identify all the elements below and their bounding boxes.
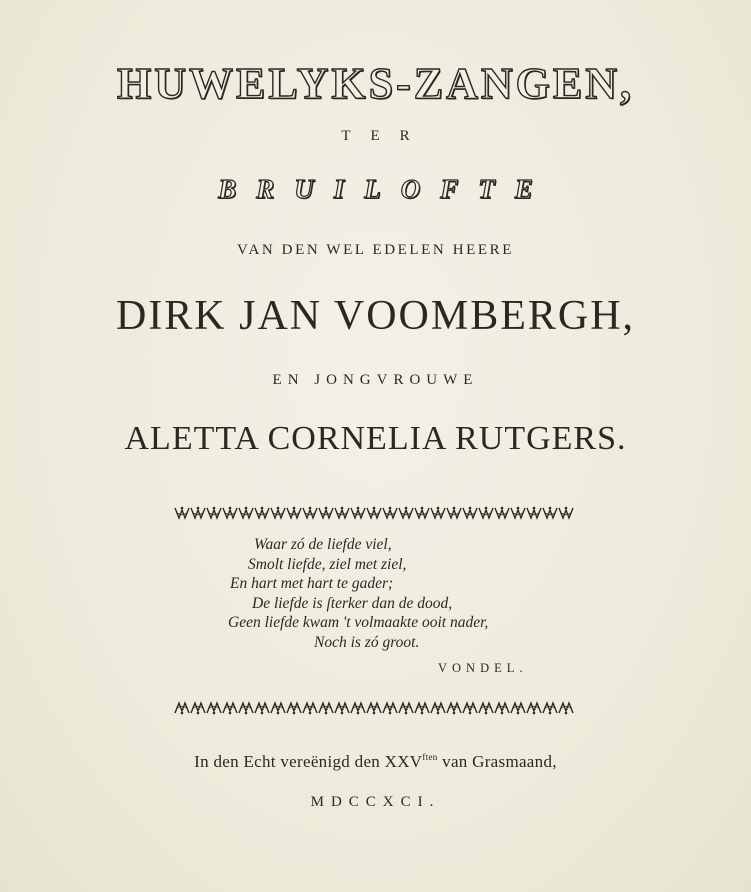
conjunction-line: EN JONGVROUWE [272,372,479,388]
ter-line: TER [341,128,430,144]
poem-author: VONDEL. [438,661,528,675]
poem [220,535,560,653]
wedding-date-superscript: ften [422,752,438,762]
ornament-rule-top [174,505,574,521]
bruiloft-line: BRUILOFTE [218,174,553,204]
poem-line: En hart met hart te gader; [230,575,394,593]
groom-name: DIRK JAN VOOMBERGH, [115,293,636,339]
publication-year: MDCCXCI. [310,794,441,810]
wedding-date-rest: van Grasmaand, [437,752,557,771]
poem-line: Noch is zó groot. [314,633,420,651]
ornament-rule-bottom [174,700,574,716]
poem-line: Waar zó de liefde viel, [254,536,392,553]
main-title: HUWELYKS-ZANGEN, [116,59,635,108]
wedding-date-prefix: In den Echt vereënigd den XXV [194,752,423,771]
poem-line: Geen liefde kwam 't volmaakte ooit nader, [228,614,489,632]
wedding-date-line [0,752,751,772]
bride-name: ALETTA CORNELIA RUTGERS. [124,420,627,457]
intro-line: VAN DEN WEL EDELEN HEERE [236,242,515,258]
poem-line: Smolt liefde, ziel met ziel, [248,555,407,573]
poem-line: De liefde is ſterker dan de dood, [252,594,453,612]
